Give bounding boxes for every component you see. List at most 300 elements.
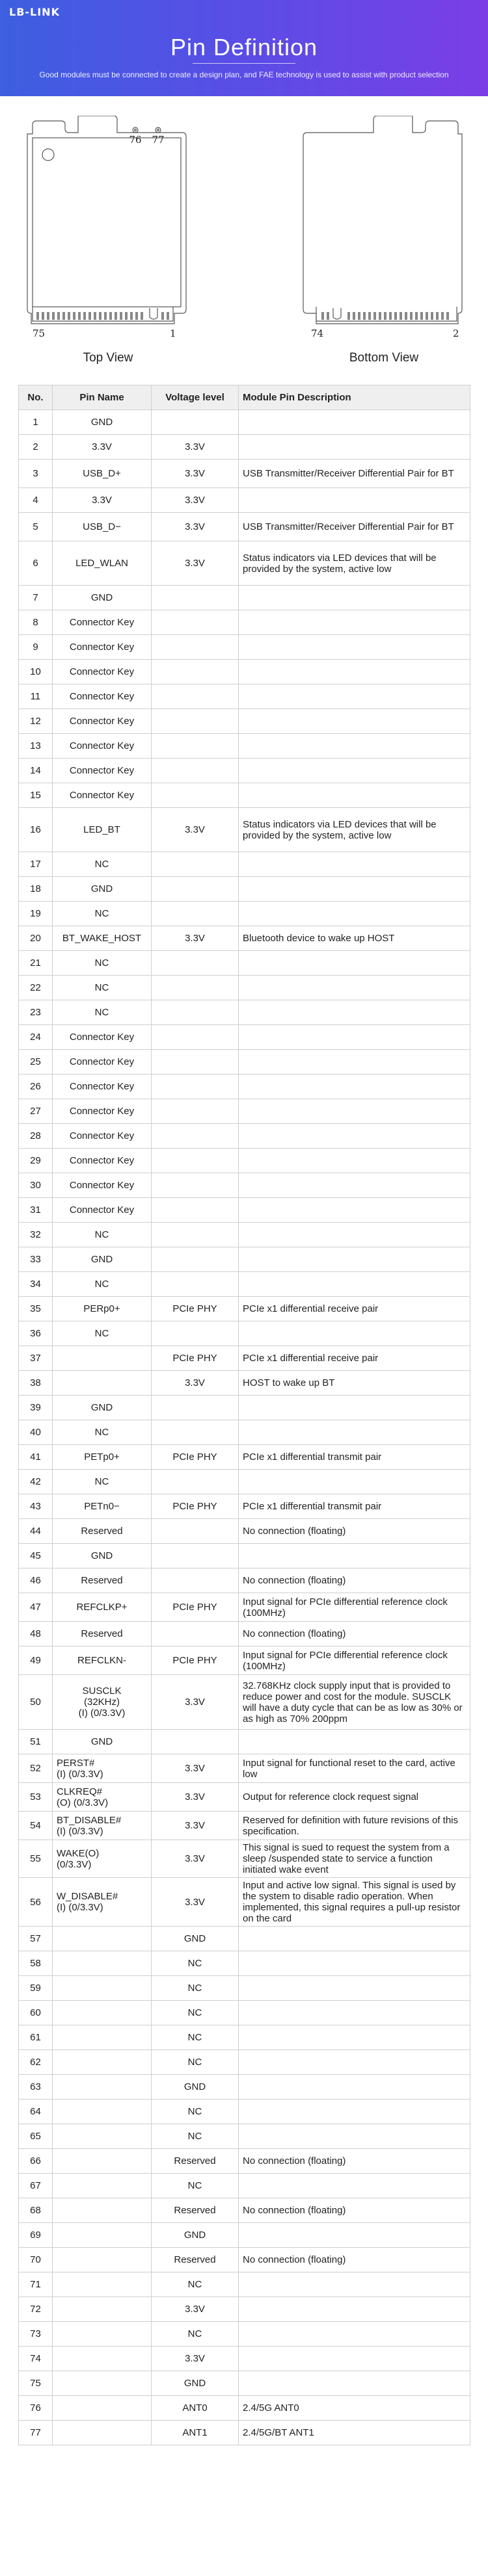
table-row	[19, 709, 470, 734]
cell-description	[239, 759, 470, 783]
table-row	[19, 2272, 470, 2297]
cell-voltage	[152, 1622, 239, 1646]
cell-no: 59	[19, 1976, 53, 2001]
table-row	[19, 1050, 470, 1074]
cell-no: 7	[19, 586, 53, 610]
cell-no: 54	[19, 1812, 53, 1840]
cell-voltage	[152, 1519, 239, 1544]
cell-pin-name: SUSCLK (32KHz) (I) (0/3.3V)	[53, 1675, 152, 1730]
table-row	[19, 2223, 470, 2248]
cell-voltage: 3.3V	[152, 808, 239, 852]
table-row	[19, 1173, 470, 1198]
pin-label-74: 74	[311, 328, 324, 339]
table-row	[19, 1878, 470, 1927]
cell-voltage	[152, 1000, 239, 1025]
cell-voltage	[152, 586, 239, 610]
table-row	[19, 1321, 470, 1346]
cell-no: 22	[19, 976, 53, 1000]
cell-voltage: 3.3V	[152, 435, 239, 460]
cell-no: 33	[19, 1247, 53, 1272]
cell-voltage: NC	[152, 2272, 239, 2297]
cell-voltage	[152, 759, 239, 783]
cell-voltage	[152, 1568, 239, 1593]
cell-no: 28	[19, 1124, 53, 1149]
cell-description: PCIe x1 differential receive pair	[239, 1297, 470, 1321]
cell-pin-name: 3.3V	[53, 488, 152, 513]
table-row	[19, 926, 470, 951]
cell-description: PCIe x1 differential receive pair	[239, 1346, 470, 1371]
cell-description: 2.4/5G/BT ANT1	[239, 2421, 470, 2445]
cell-voltage: GND	[152, 2371, 239, 2396]
cell-no: 67	[19, 2174, 53, 2198]
cell-description	[239, 2272, 470, 2297]
cell-voltage: 3.3V	[152, 926, 239, 951]
cell-description	[239, 1396, 470, 1420]
cell-voltage	[152, 976, 239, 1000]
cell-description	[239, 2347, 470, 2371]
page-title: Pin Definition	[170, 34, 318, 60]
table-row	[19, 488, 470, 513]
table-header-row	[19, 385, 470, 410]
cell-no: 11	[19, 684, 53, 709]
cell-pin-name: Connector Key	[53, 1124, 152, 1149]
cell-pin-name: REFCLKP+	[53, 1593, 152, 1622]
cell-no: 52	[19, 1754, 53, 1783]
cell-no: 72	[19, 2297, 53, 2322]
cell-pin-name: Reserved	[53, 1568, 152, 1593]
cell-voltage	[152, 1198, 239, 1223]
cell-voltage	[152, 610, 239, 635]
cell-voltage: Reserved	[152, 2198, 239, 2223]
cell-pin-name: Connector Key	[53, 1050, 152, 1074]
cell-pin-name: GND	[53, 1544, 152, 1568]
table-row	[19, 1675, 470, 1730]
cell-voltage: 3.3V	[152, 1878, 239, 1927]
table-row	[19, 2025, 470, 2050]
cell-no: 43	[19, 1494, 53, 1519]
table-row	[19, 877, 470, 902]
cell-voltage: NC	[152, 2100, 239, 2124]
table-row	[19, 976, 470, 1000]
pin-label-1: 1	[170, 328, 176, 339]
cell-pin-name: BT_WAKE_HOST	[53, 926, 152, 951]
cell-description	[239, 709, 470, 734]
cell-description	[239, 684, 470, 709]
cell-pin-name	[53, 2149, 152, 2174]
cell-description: This signal is sued to request the system from a sleep /suspended state to service a function initiated wake event	[239, 1840, 470, 1878]
cell-voltage: PCIe PHY	[152, 1346, 239, 1371]
cell-pin-name: Connector Key	[53, 1099, 152, 1124]
cell-description: No connection (floating)	[239, 2248, 470, 2272]
table-row	[19, 2124, 470, 2149]
cell-description	[239, 1099, 470, 1124]
cell-no: 18	[19, 877, 53, 902]
cell-no: 50	[19, 1675, 53, 1730]
cell-voltage	[152, 1173, 239, 1198]
cell-pin-name: CLKREQ# (O) (0/3.3V)	[53, 1783, 152, 1812]
table-row	[19, 1396, 470, 1420]
table-row	[19, 2198, 470, 2223]
cell-no: 24	[19, 1025, 53, 1050]
table-row	[19, 2396, 470, 2421]
cell-voltage: NC	[152, 1976, 239, 2001]
cell-voltage	[152, 1730, 239, 1754]
cell-description	[239, 1976, 470, 2001]
cell-no: 41	[19, 1445, 53, 1470]
cell-voltage: NC	[152, 2001, 239, 2025]
table-row	[19, 1494, 470, 1519]
cell-no: 69	[19, 2223, 53, 2248]
cell-voltage: NC	[152, 1951, 239, 1976]
cell-voltage: 3.3V	[152, 2297, 239, 2322]
bottom-view-diagram	[302, 116, 465, 341]
cell-voltage: ANT0	[152, 2396, 239, 2421]
cell-description: Input signal for PCIe differential reference clock (100MHz)	[239, 1646, 470, 1675]
table-row	[19, 951, 470, 976]
cell-voltage: 3.3V	[152, 1812, 239, 1840]
table-row	[19, 1976, 470, 2001]
cell-description	[239, 1272, 470, 1297]
cell-pin-name: Connector Key	[53, 1074, 152, 1099]
table-row	[19, 808, 470, 852]
cell-voltage: ANT1	[152, 2421, 239, 2445]
cell-voltage	[152, 877, 239, 902]
cell-voltage	[152, 1099, 239, 1124]
table-row	[19, 1593, 470, 1622]
cell-voltage	[152, 410, 239, 435]
cell-no: 27	[19, 1099, 53, 1124]
cell-description	[239, 2075, 470, 2100]
cell-pin-name	[53, 2248, 152, 2272]
table-row	[19, 1099, 470, 1124]
cell-voltage: NC	[152, 2322, 239, 2347]
cell-pin-name	[53, 2322, 152, 2347]
cell-voltage	[152, 660, 239, 684]
cell-description	[239, 2124, 470, 2149]
cell-pin-name: NC	[53, 951, 152, 976]
cell-pin-name	[53, 1346, 152, 1371]
table-row	[19, 1568, 470, 1593]
table-row	[19, 1730, 470, 1754]
cell-description: 2.4/5G ANT0	[239, 2396, 470, 2421]
cell-voltage	[152, 902, 239, 926]
table-row	[19, 1951, 470, 1976]
cell-voltage: PCIe PHY	[152, 1646, 239, 1675]
page-subtitle: Good modules must be connected to create a design plan, and FAE technology is used to assist with product selection	[39, 70, 449, 79]
cell-voltage	[152, 852, 239, 877]
cell-no: 74	[19, 2347, 53, 2371]
cell-voltage	[152, 709, 239, 734]
cell-pin-name: PERp0+	[53, 1297, 152, 1321]
pin-label-2: 2	[453, 328, 459, 339]
cell-description	[239, 586, 470, 610]
table-row	[19, 1297, 470, 1321]
cell-description: PCIe x1 differential transmit pair	[239, 1445, 470, 1470]
cell-voltage: 3.3V	[152, 513, 239, 541]
cell-voltage	[152, 1247, 239, 1272]
cell-no: 2	[19, 435, 53, 460]
cell-no: 58	[19, 1951, 53, 1976]
cell-description	[239, 2025, 470, 2050]
cell-pin-name: NC	[53, 1321, 152, 1346]
cell-no: 20	[19, 926, 53, 951]
column-header-pin-name: Pin Name	[53, 385, 152, 410]
table-row	[19, 2421, 470, 2445]
cell-pin-name	[53, 2297, 152, 2322]
cell-no: 62	[19, 2050, 53, 2075]
cell-voltage: NC	[152, 2174, 239, 2198]
cell-pin-name: Connector Key	[53, 1173, 152, 1198]
table-row	[19, 2075, 470, 2100]
table-row	[19, 1025, 470, 1050]
cell-pin-name: Connector Key	[53, 783, 152, 808]
cell-pin-name	[53, 2100, 152, 2124]
cell-no: 75	[19, 2371, 53, 2396]
cell-description: Status indicators via LED devices that will be provided by the system, active low	[239, 808, 470, 852]
cell-voltage	[152, 783, 239, 808]
cell-voltage	[152, 1470, 239, 1494]
cell-description: Input signal for functional reset to the card, active low	[239, 1754, 470, 1783]
cell-description	[239, 1247, 470, 1272]
pin-label-77: 77	[152, 134, 165, 146]
table-row	[19, 635, 470, 660]
cell-voltage: 3.3V	[152, 2347, 239, 2371]
cell-description	[239, 1000, 470, 1025]
cell-no: 48	[19, 1622, 53, 1646]
table-row	[19, 734, 470, 759]
cell-no: 37	[19, 1346, 53, 1371]
table-row	[19, 783, 470, 808]
table-row	[19, 1124, 470, 1149]
cell-voltage	[152, 1050, 239, 1074]
cell-no: 45	[19, 1544, 53, 1568]
cell-pin-name: Connector Key	[53, 610, 152, 635]
cell-no: 66	[19, 2149, 53, 2174]
cell-no: 29	[19, 1149, 53, 1173]
cell-pin-name: Connector Key	[53, 709, 152, 734]
cell-description	[239, 610, 470, 635]
cell-description	[239, 852, 470, 877]
cell-voltage	[152, 635, 239, 660]
cell-pin-name: GND	[53, 1730, 152, 1754]
cell-description	[239, 1050, 470, 1074]
cell-description: Input and active low signal. This signal is used by the system to disable radio operation. When implemented, this signal requires a pull-up resistor on the card	[239, 1878, 470, 1927]
cell-pin-name: Connector Key	[53, 635, 152, 660]
cell-voltage: NC	[152, 2050, 239, 2075]
table-row	[19, 1371, 470, 1396]
cell-pin-name: NC	[53, 902, 152, 926]
cell-voltage: PCIe PHY	[152, 1593, 239, 1622]
cell-description	[239, 734, 470, 759]
cell-pin-name: NC	[53, 1272, 152, 1297]
cell-pin-name: Reserved	[53, 1622, 152, 1646]
cell-no: 42	[19, 1470, 53, 1494]
cell-no: 4	[19, 488, 53, 513]
table-row	[19, 852, 470, 877]
cell-description	[239, 1470, 470, 1494]
cell-description	[239, 2001, 470, 2025]
table-row	[19, 1149, 470, 1173]
cell-voltage	[152, 1074, 239, 1099]
cell-pin-name	[53, 2124, 152, 2149]
cell-description	[239, 2371, 470, 2396]
table-row	[19, 1346, 470, 1371]
table-row	[19, 2001, 470, 2025]
table-row	[19, 1247, 470, 1272]
cell-pin-name	[53, 2396, 152, 2421]
cell-voltage: GND	[152, 2075, 239, 2100]
cell-description: Reserved for definition with future revisions of this specification.	[239, 1812, 470, 1840]
table-row	[19, 1840, 470, 1878]
table-row	[19, 2050, 470, 2075]
table-row	[19, 1223, 470, 1247]
cell-description	[239, 660, 470, 684]
table-row	[19, 1544, 470, 1568]
table-row	[19, 1074, 470, 1099]
cell-description	[239, 1025, 470, 1050]
cell-description: PCIe x1 differential transmit pair	[239, 1494, 470, 1519]
brand-logo: LB-LINK	[9, 6, 60, 18]
cell-no: 39	[19, 1396, 53, 1420]
cell-no: 8	[19, 610, 53, 635]
cell-no: 36	[19, 1321, 53, 1346]
cell-description	[239, 1951, 470, 1976]
cell-voltage	[152, 684, 239, 709]
cell-no: 61	[19, 2025, 53, 2050]
cell-voltage	[152, 1420, 239, 1445]
table-row	[19, 2297, 470, 2322]
cell-voltage	[152, 1025, 239, 1050]
cell-voltage: Reserved	[152, 2149, 239, 2174]
cell-description	[239, 2174, 470, 2198]
cell-description	[239, 2297, 470, 2322]
cell-no: 34	[19, 1272, 53, 1297]
cell-description	[239, 976, 470, 1000]
cell-pin-name: LED_BT	[53, 808, 152, 852]
cell-no: 16	[19, 808, 53, 852]
table-row	[19, 513, 470, 541]
table-row	[19, 1927, 470, 1951]
cell-no: 55	[19, 1840, 53, 1878]
page-header	[0, 0, 488, 96]
cell-pin-name: PETp0+	[53, 1445, 152, 1470]
cell-pin-name: NC	[53, 1223, 152, 1247]
cell-no: 15	[19, 783, 53, 808]
column-header-description: Module Pin Description	[239, 385, 470, 410]
cell-pin-name: Connector Key	[53, 759, 152, 783]
cell-pin-name: Connector Key	[53, 734, 152, 759]
cell-description	[239, 902, 470, 926]
table-row	[19, 1420, 470, 1445]
cell-pin-name	[53, 1927, 152, 1951]
cell-no: 53	[19, 1783, 53, 1812]
cell-pin-name	[53, 1371, 152, 1396]
table-row	[19, 1519, 470, 1544]
cell-pin-name: REFCLKN-	[53, 1646, 152, 1675]
cell-description	[239, 1149, 470, 1173]
cell-no: 3	[19, 460, 53, 488]
cell-no: 71	[19, 2272, 53, 2297]
cell-voltage: 3.3V	[152, 1840, 239, 1878]
cell-description	[239, 1730, 470, 1754]
cell-no: 1	[19, 410, 53, 435]
cell-no: 14	[19, 759, 53, 783]
cell-no: 63	[19, 2075, 53, 2100]
cell-description	[239, 2223, 470, 2248]
cell-no: 23	[19, 1000, 53, 1025]
cell-description: HOST to wake up BT	[239, 1371, 470, 1396]
cell-description	[239, 1198, 470, 1223]
cell-no: 26	[19, 1074, 53, 1099]
cell-no: 60	[19, 2001, 53, 2025]
cell-description	[239, 1074, 470, 1099]
cell-no: 47	[19, 1593, 53, 1622]
cell-no: 10	[19, 660, 53, 684]
cell-description: No connection (floating)	[239, 1519, 470, 1544]
table-row	[19, 902, 470, 926]
table-row	[19, 1783, 470, 1812]
cell-description	[239, 951, 470, 976]
cell-description: Status indicators via LED devices that will be provided by the system, active low	[239, 541, 470, 586]
cell-no: 64	[19, 2100, 53, 2124]
cell-no: 13	[19, 734, 53, 759]
cell-description	[239, 635, 470, 660]
cell-voltage: PCIe PHY	[152, 1494, 239, 1519]
cell-description	[239, 1223, 470, 1247]
cell-no: 6	[19, 541, 53, 586]
table-row	[19, 1272, 470, 1297]
cell-pin-name: BT_DISABLE# (I) (0/3.3V)	[53, 1812, 152, 1840]
cell-voltage: 3.3V	[152, 460, 239, 488]
cell-description	[239, 2100, 470, 2124]
cell-pin-name: USB_D−	[53, 513, 152, 541]
cell-voltage: Reserved	[152, 2248, 239, 2272]
cell-description	[239, 1124, 470, 1149]
cell-description: No connection (floating)	[239, 1568, 470, 1593]
cell-voltage: 3.3V	[152, 1675, 239, 1730]
cell-voltage: PCIe PHY	[152, 1297, 239, 1321]
table-row	[19, 610, 470, 635]
bottom-view-label: Bottom View	[349, 351, 419, 365]
pin-label-75: 75	[33, 328, 46, 339]
cell-description	[239, 783, 470, 808]
cell-description	[239, 488, 470, 513]
cell-voltage: 3.3V	[152, 1783, 239, 1812]
cell-pin-name	[53, 2075, 152, 2100]
cell-no: 5	[19, 513, 53, 541]
cell-pin-name: Connector Key	[53, 660, 152, 684]
table-row	[19, 1622, 470, 1646]
table-row	[19, 1812, 470, 1840]
cell-pin-name: LED_WLAN	[53, 541, 152, 586]
cell-pin-name: NC	[53, 1000, 152, 1025]
cell-pin-name: Connector Key	[53, 684, 152, 709]
cell-voltage	[152, 1272, 239, 1297]
cell-pin-name: GND	[53, 1396, 152, 1420]
cell-pin-name	[53, 2198, 152, 2223]
cell-no: 68	[19, 2198, 53, 2223]
cell-pin-name: NC	[53, 852, 152, 877]
cell-no: 25	[19, 1050, 53, 1074]
table-row	[19, 759, 470, 783]
table-row	[19, 2347, 470, 2371]
table-row	[19, 460, 470, 488]
cell-voltage: NC	[152, 2124, 239, 2149]
pin-definition-table	[18, 385, 470, 2445]
table-row	[19, 2322, 470, 2347]
cell-voltage: 3.3V	[152, 1754, 239, 1783]
table-row	[19, 435, 470, 460]
